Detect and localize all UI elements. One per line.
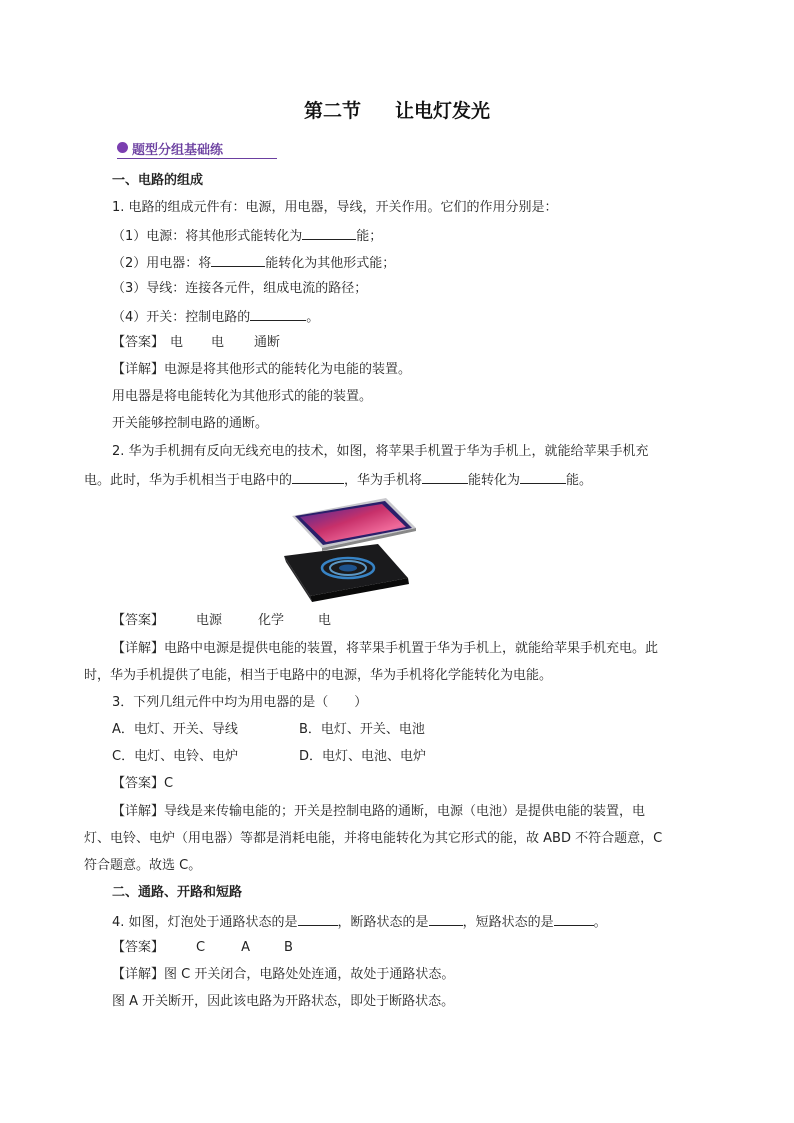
q1-item3: （3）导线：连接各元件，组成电流的路径； bbox=[112, 281, 368, 296]
bullet-dot-icon bbox=[117, 142, 128, 153]
heading-composition: 一、电路的组成 bbox=[112, 173, 204, 188]
answer-blank bbox=[520, 470, 566, 484]
answer-value: 电 bbox=[211, 335, 225, 350]
answer-blank bbox=[302, 226, 356, 240]
q1-detail-3: 开关能够控制电路的通断。 bbox=[112, 416, 269, 431]
q3-detail-2: 灯、电铃、电炉（用电器）等都是消耗电能，并将电能转化为其它形式的能，故 ABD 不符合题意，C bbox=[84, 831, 663, 846]
answer-label: 【答案】 bbox=[112, 613, 165, 628]
answer-value: C bbox=[164, 776, 174, 791]
q3-option-d: D．电灯、电池、电炉 bbox=[299, 749, 427, 764]
title-section-number: 第二节 bbox=[303, 100, 361, 122]
detail-text: 导线是来传输电能的；开关是控制电路的通断，电源（电池）是提供电能的装置，电 bbox=[164, 804, 646, 819]
q1-detail-2: 用电器是将电能转化为其他形式的能的装置。 bbox=[112, 389, 373, 404]
section-tag bbox=[117, 138, 277, 159]
q2-stem-text: ，华为手机将 bbox=[344, 473, 423, 488]
q1-item1-text: （1）电源：将其他形式能转化为 bbox=[112, 229, 303, 244]
title-section-name: 让电灯发光 bbox=[395, 100, 491, 122]
detail-text: 电路中电源是提供电能的装置，将苹果手机置于华为手机上，就能给苹果手机充电。此 bbox=[164, 641, 659, 656]
answer-label: 【答案】 bbox=[112, 335, 165, 350]
q3-option-a: A．电灯、开关、导线 bbox=[112, 722, 238, 737]
answer-blank bbox=[250, 307, 306, 321]
q3-answer bbox=[112, 775, 173, 793]
answer-value: 化学 bbox=[258, 613, 285, 628]
q1-stem: 1. 电路的组成元件有：电源，用电器，导线，开关作用。它们的作用分别是： bbox=[112, 200, 558, 215]
q1-item4-suffix: 。 bbox=[306, 310, 320, 325]
q4-stem-text: 4. 如图，灯泡处于通路状态的是 bbox=[112, 915, 298, 930]
answer-value: A bbox=[241, 940, 250, 955]
q2-stem-text: 能转化为 bbox=[468, 473, 521, 488]
q1-item4-text: （4）开关：控制电路的 bbox=[112, 310, 251, 325]
q2-stem-2 bbox=[84, 470, 592, 490]
answer-value: 电 bbox=[318, 613, 332, 628]
answer-blank bbox=[298, 912, 338, 926]
detail-label: 【详解】 bbox=[112, 804, 165, 819]
q2-stem-text: 能。 bbox=[566, 473, 593, 488]
answer-blank bbox=[554, 912, 594, 926]
q1-item1 bbox=[112, 226, 382, 246]
q3-option-c: C．电灯、电铃、电炉 bbox=[112, 749, 239, 764]
answer-value: B bbox=[284, 940, 293, 955]
answer-value: C bbox=[196, 940, 206, 955]
answer-value: 电 bbox=[170, 335, 184, 350]
q2-stem-text: 电。此时，华为手机相当于电路中的 bbox=[84, 473, 293, 488]
detail-text: 图 C 开关闭合，电路处处连通，故处于通路状态。 bbox=[164, 967, 455, 982]
q1-item2-suffix: 能转化为其他形式能； bbox=[265, 256, 396, 271]
q2-detail-2: 时，华为手机提供了电能，相当于电路中的电源，华为手机将化学能转化为电能。 bbox=[84, 668, 553, 683]
detail-text: 电源是将其他形式的能转化为电能的装置。 bbox=[164, 362, 412, 377]
detail-label: 【详解】 bbox=[112, 967, 165, 982]
q4-detail-2: 图 A 开关断开，因此该电路为开路状态，即处于断路状态。 bbox=[112, 994, 455, 1009]
page-title bbox=[0, 96, 794, 123]
q3-option-b: B．电灯、开关、电池 bbox=[299, 722, 425, 737]
q4-stem bbox=[112, 912, 607, 932]
answer-blank bbox=[429, 912, 463, 926]
q1-item4 bbox=[112, 307, 319, 327]
answer-label: 【答案】 bbox=[112, 940, 165, 955]
answer-blank bbox=[292, 470, 344, 484]
q4-detail-1 bbox=[112, 966, 454, 984]
wireless-charging-phones-image bbox=[282, 494, 418, 604]
q1-answer bbox=[112, 334, 280, 352]
q1-item2-text: （2）用电器：将 bbox=[112, 256, 212, 271]
q1-item1-suffix: 能； bbox=[356, 229, 383, 244]
q2-detail-1 bbox=[112, 640, 658, 658]
q1-detail-1 bbox=[112, 361, 411, 379]
q2-stem-1: 2. 华为手机拥有反向无线充电的技术，如图，将苹果手机置于华为手机上，就能给苹果手机充 bbox=[112, 444, 649, 459]
heading-circuit-states: 二、通路、开路和短路 bbox=[112, 885, 243, 900]
answer-blank bbox=[211, 253, 265, 267]
detail-label: 【详解】 bbox=[112, 362, 165, 377]
answer-value: 通断 bbox=[254, 335, 281, 350]
q4-stem-text: 。 bbox=[593, 915, 607, 930]
answer-value: 电源 bbox=[196, 613, 223, 628]
q3-stem: 3．下列几组元件中均为用电器的是（ ） bbox=[112, 695, 368, 710]
q1-item2 bbox=[112, 253, 395, 273]
q4-answer bbox=[112, 939, 293, 957]
q2-answer bbox=[112, 612, 331, 630]
answer-label: 【答案】 bbox=[112, 776, 165, 791]
q3-detail-1 bbox=[112, 803, 645, 821]
q4-stem-text: ，断路状态的是 bbox=[337, 915, 429, 930]
section-tag-label: 题型分组基础练 bbox=[132, 143, 224, 158]
answer-blank bbox=[422, 470, 468, 484]
detail-label: 【详解】 bbox=[112, 641, 165, 656]
phone-illustration bbox=[282, 494, 418, 604]
q4-stem-text: ，短路状态的是 bbox=[462, 915, 554, 930]
q3-detail-3: 符合题意。故选 C。 bbox=[84, 858, 202, 873]
